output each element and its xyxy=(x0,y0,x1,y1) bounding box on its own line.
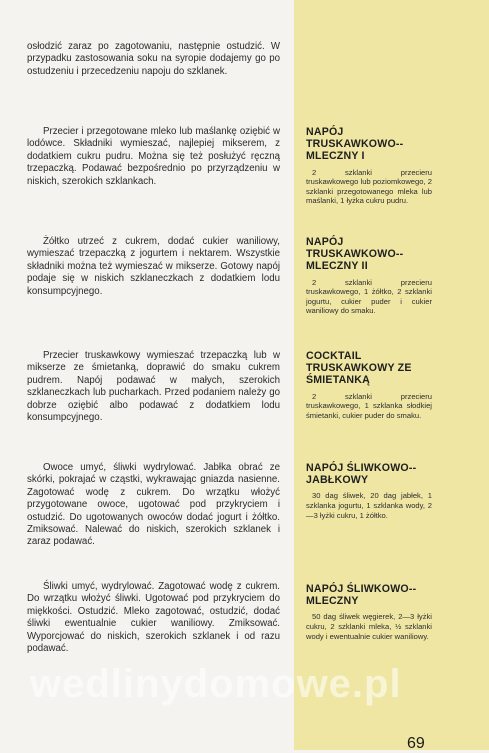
recipe-card xyxy=(306,462,432,520)
recipe-title: COCKTAIL TRUSKAWKOWY ZE ŚMIETANKĄ xyxy=(306,350,412,387)
recipe-title: NAPÓJ ŚLIWKOWO--JABŁKOWY xyxy=(306,462,417,487)
instruction-paragraph: Przecier truskawkowy wymieszać trzepaczką lub w mikserze ze śmietanką, doprawić do smaku cukrem pudrem. Napój podawać w małych, szerokich szklaneczkach lub pucharkach. Przed podaniem należy go dobrze oziębić albo podawać z dodatkiem lodu konsumpcyjnego. xyxy=(27,350,280,424)
recipe-ingredients: 30 dag śliwek, 20 dag jabłek, 1 szklanka jogurtu, 1 szklanka wody, 2—3 łyżki cukru, 1 żółtko. xyxy=(306,491,432,520)
instruction-paragraph: Śliwki umyć, wydrylować. Zagotować wodę z cukrem. Do wrzątku włożyć śliwki. Ugotować pod przykryciem do miękkości. Ostudzić. Mleko zagotować, ostudzić, dodać śliwki ewentualnie cukier waniliowy. Zmiksować. Wyporcjować do niskich, szerokich szklanek i od razu podawać. xyxy=(27,581,280,655)
watermark: wedlinydomowe.pl xyxy=(30,662,402,706)
instruction-paragraph: Owoce umyć, śliwki wydrylować. Jabłka obrać ze skórki, pokrajać w cząstki, wykrawając gniazda nasienne. Zagotować wodę z cukrem. Do wrzątku włożyć przygotowane owoce, ugotować pod przykryciem i ostudzić. Do ugotowanych owoców dodać jogurt i żółtko. Zmiksować. Nalewać do niskich, szerokich szklanek i zaraz podawać. xyxy=(27,462,280,548)
recipe-title: NAPÓJ TRUSKAWKOWO--MLECZNY I xyxy=(306,126,404,163)
instruction-paragraph: Żółtko utrzeć z cukrem, dodać cukier waniliowy, wymieszać trzepaczką z jogurtem i nektarem. Wszystkie składniki można też wymieszać w mikserze. Gotowy napój podaje się w niskich szklaneczkach z dodatkiem lodu konsumpcyjnego. xyxy=(27,236,280,297)
instruction-paragraph: Przecier i przegotowane mleko lub maślankę oziębić w lodówce. Składniki wymieszać, najlepiej mikserem, z dodatkiem cukru pudru. Można się też posłużyć ręczną trzepaczką. Podawać bezpośrednio po przyrządzeniu w niskich, szerokich szklankach. xyxy=(27,126,280,187)
recipe-ingredients: 2 szklanki przecieru truskawkowego lub poziomkowego, 2 szklanki przegotowanego mleka lub maślanki, 1 łyżka cukru pudru. xyxy=(306,167,432,206)
recipe-card xyxy=(306,350,432,420)
page-number: 69 xyxy=(407,735,425,752)
recipe-card xyxy=(306,126,432,206)
recipe-ingredients: 2 szklanki przecieru truskawkowego, 1 szklanka słodkiej śmietanki, cukier puder do smaku. xyxy=(306,391,432,420)
recipe-ingredients: 50 dag śliwek węgierek, 2—3 łyżki cukru, 2 szklanki mleka, ½ szklanki wody i ewentualnie cukier waniliowy. xyxy=(306,612,432,641)
instruction-paragraph: osłodzić zaraz po zagotowaniu, następnie ostudzić. W przypadku zastosowania soku na syropie dodajemy go po ostudzeniu i przecedzeniu napoju do szklanek. xyxy=(27,41,280,77)
recipe-title: NAPÓJ TRUSKAWKOWO--MLECZNY II xyxy=(306,236,404,273)
recipe-card xyxy=(306,236,432,316)
recipe-title: NAPÓJ ŚLIWKOWO--MLECZNY xyxy=(306,583,417,608)
recipe-ingredients: 2 szklanki przecieru truskawkowego, 1 żółtko, 2 szklanki jogurtu, cukier puder i cukier waniliowy do smaku. xyxy=(306,277,432,316)
recipe-card xyxy=(306,583,432,641)
